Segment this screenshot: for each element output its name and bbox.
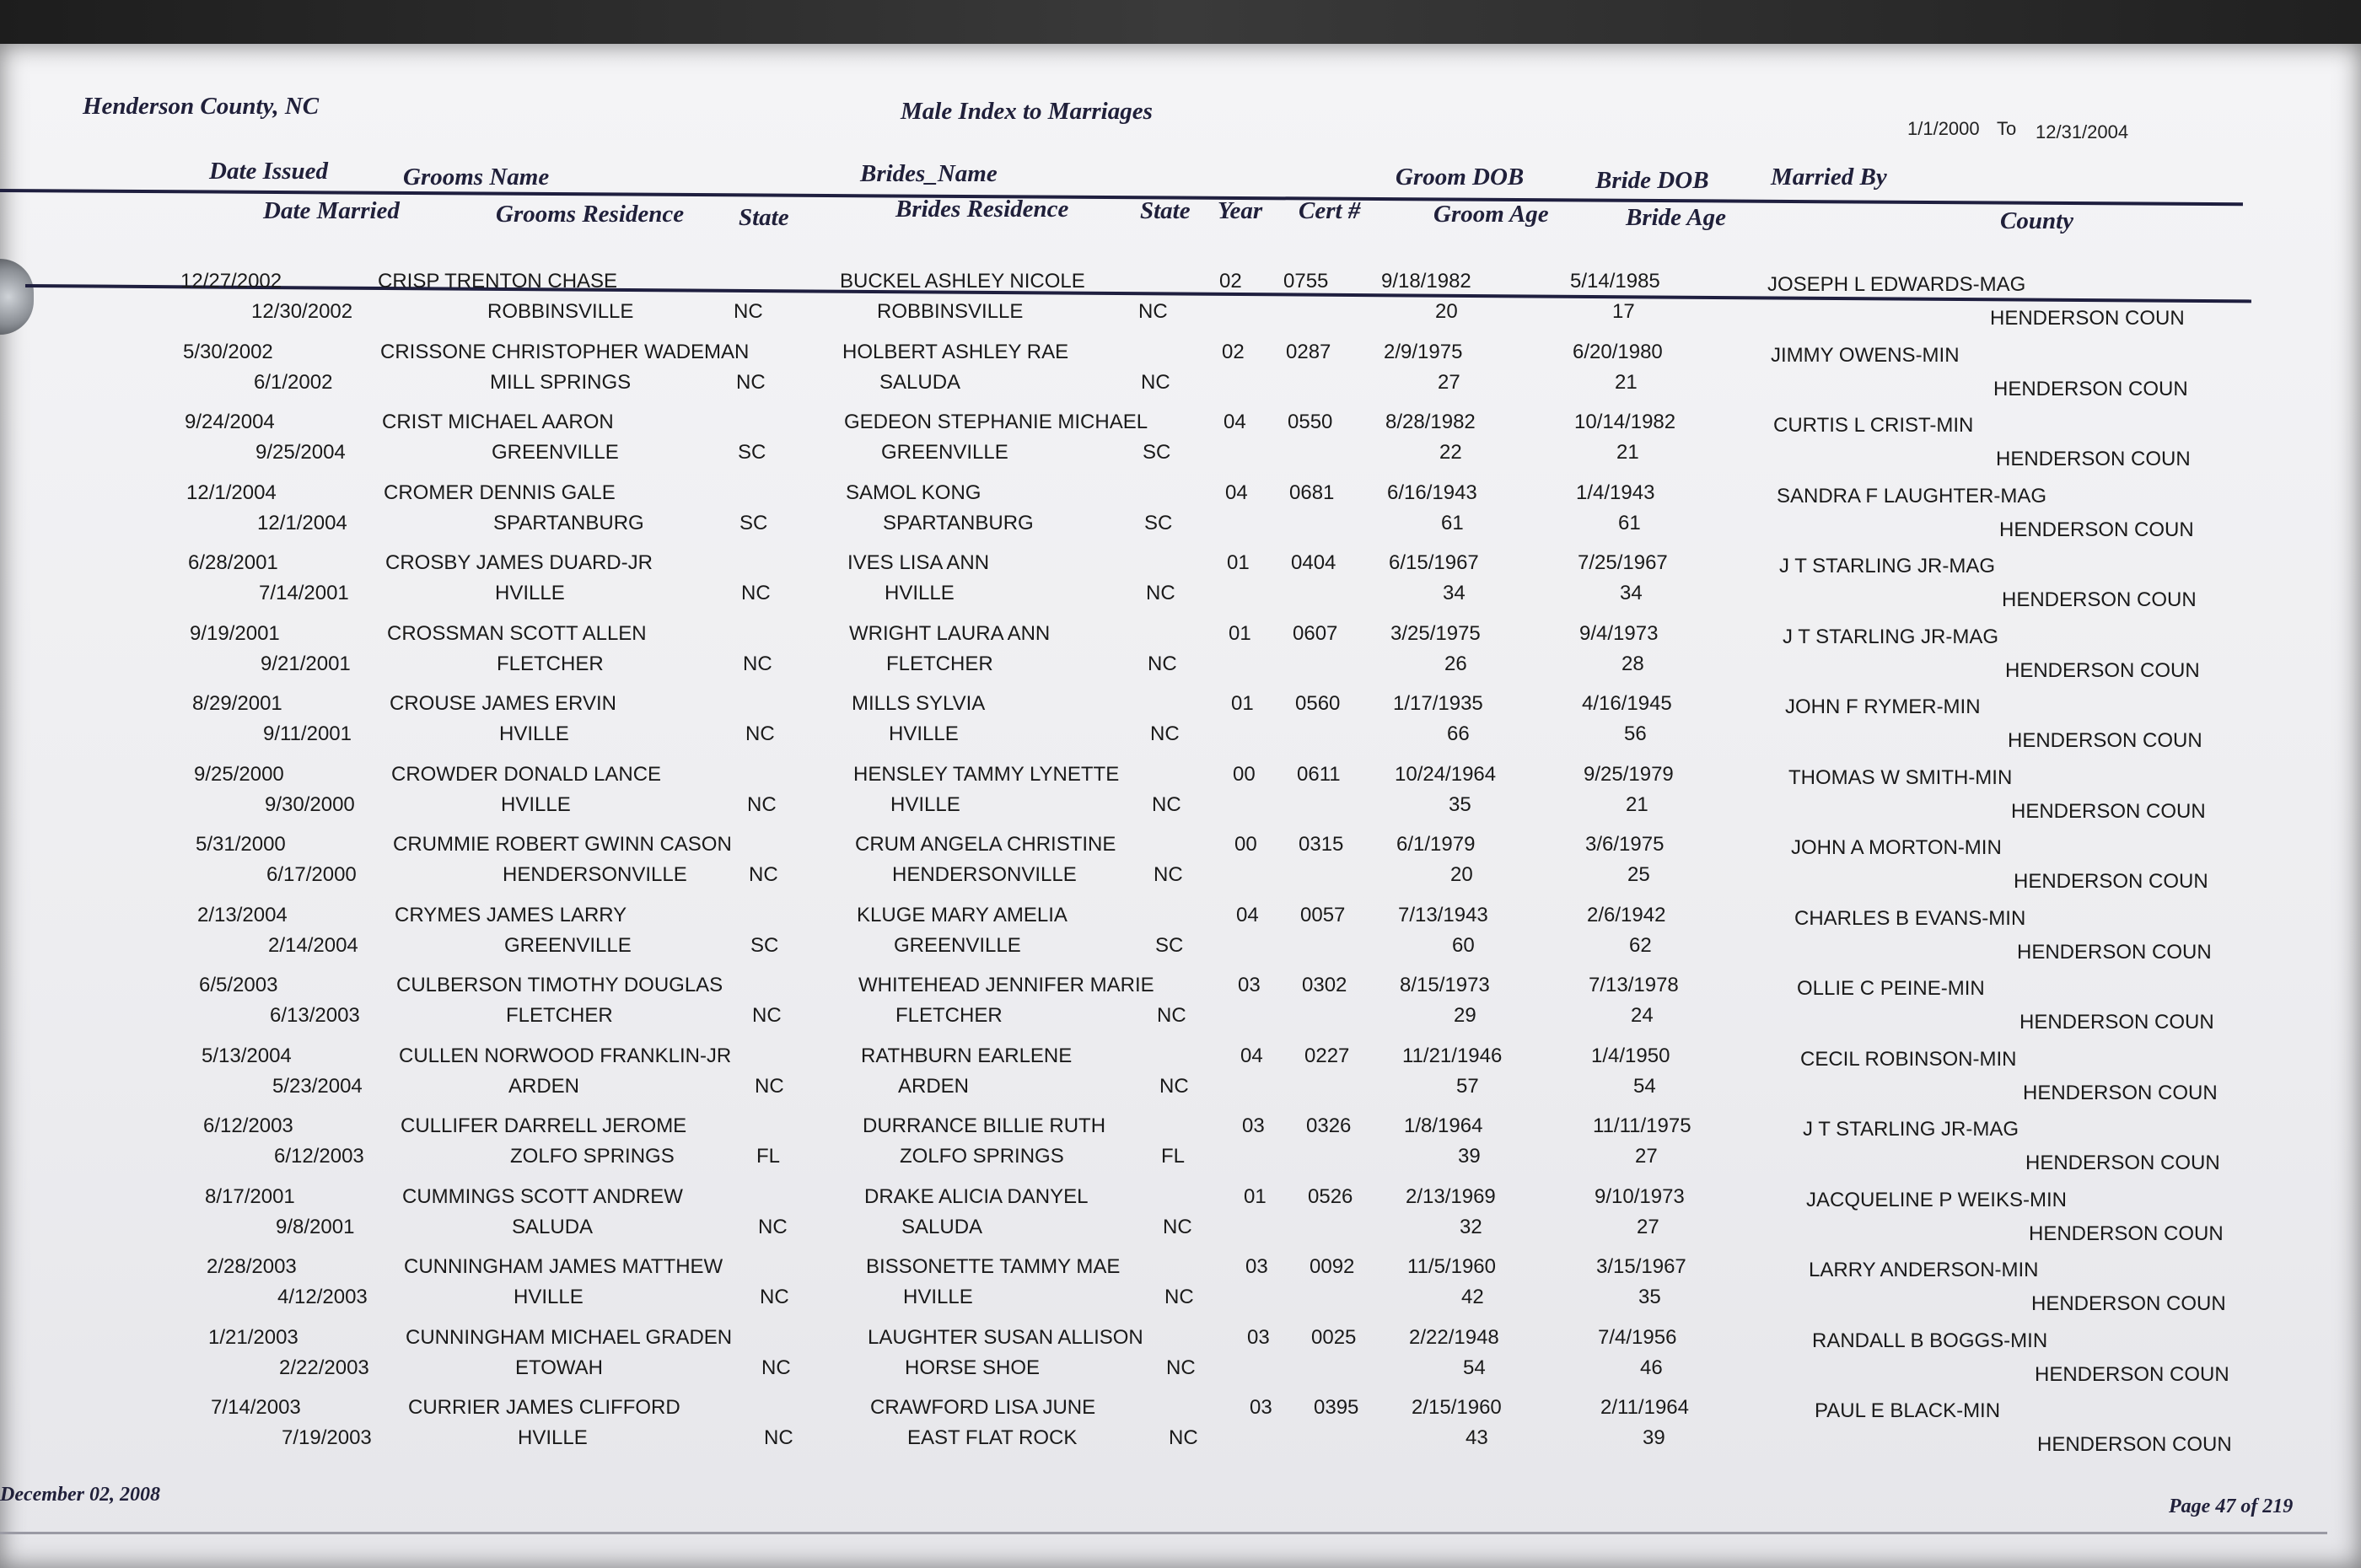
bride-residence: ZOLFO SPRINGS [900, 1145, 1064, 1168]
groom-age: 60 [1452, 933, 1475, 957]
date-married: 12/30/2002 [251, 300, 353, 323]
date-issued: 6/5/2003 [199, 974, 278, 996]
county: HENDERSON COUN [2029, 1222, 2224, 1245]
col-state-bride: State [1140, 197, 1191, 224]
date-issued: 6/12/2003 [203, 1114, 293, 1137]
date-issued: 8/17/2001 [205, 1184, 295, 1208]
date-issued: 7/14/2003 [211, 1396, 301, 1419]
cert-number: 0395 [1314, 1396, 1359, 1419]
groom-name: CUMMINGS SCOTT ANDREW [402, 1184, 683, 1208]
date-issued: 9/19/2001 [190, 621, 280, 645]
bride-name: WRIGHT LAURA ANN [849, 621, 1051, 645]
groom-age: 57 [1456, 1074, 1479, 1098]
bride-residence: SALUDA [901, 1215, 983, 1238]
groom-age: 43 [1466, 1426, 1488, 1449]
date-range-to-label: To [1997, 118, 2017, 139]
date-issued: 6/28/2001 [188, 551, 278, 574]
groom-state: NC [760, 1286, 789, 1308]
bride-age: 27 [1635, 1145, 1658, 1168]
date-married: 2/22/2003 [279, 1356, 369, 1379]
groom-name: CULBERSON TIMOTHY DOUGLAS [396, 974, 723, 996]
bride-dob: 4/16/1945 [1582, 692, 1672, 715]
document-page [0, 44, 2361, 1568]
bride-age: 62 [1629, 933, 1652, 957]
year: 01 [1231, 692, 1254, 715]
county: HENDERSON COUN [2037, 1433, 2232, 1456]
col-year: Year [1218, 197, 1263, 224]
groom-dob: 7/13/1943 [1398, 903, 1488, 926]
bride-dob: 3/15/1967 [1596, 1255, 1686, 1278]
date-married: 7/14/2001 [259, 582, 349, 604]
groom-residence: ROBBINSVILLE [487, 300, 634, 323]
groom-name: CRISSONE CHRISTOPHER WADEMAN [380, 340, 750, 363]
groom-residence: HENDERSONVILLE [503, 863, 687, 886]
groom-state: NC [743, 652, 772, 675]
date-married: 12/1/2004 [257, 511, 347, 534]
bride-residence: ARDEN [898, 1074, 970, 1098]
date-issued: 8/29/2001 [192, 692, 282, 715]
groom-age: 66 [1447, 722, 1470, 745]
bride-residence: SALUDA [879, 370, 961, 394]
col-date-married: Date Married [263, 197, 400, 224]
bride-age: 39 [1643, 1426, 1665, 1449]
bride-dob: 9/10/1973 [1595, 1184, 1685, 1208]
bride-name: DURRANCE BILLIE RUTH [863, 1114, 1106, 1137]
groom-residence: ZOLFO SPRINGS [510, 1145, 675, 1168]
year: 03 [1247, 1325, 1270, 1349]
groom-name: CROSBY JAMES DUARD-JR [385, 551, 653, 574]
groom-state: NC [758, 1215, 788, 1238]
groom-dob: 6/15/1967 [1389, 551, 1479, 574]
groom-residence: FLETCHER [497, 652, 604, 675]
cert-number: 0607 [1293, 621, 1338, 645]
bride-name: GEDEON STEPHANIE MICHAEL [844, 411, 1148, 433]
date-married: 6/17/2000 [266, 863, 357, 886]
groom-name: CRIST MICHAEL AARON [382, 411, 614, 433]
date-range-from: 1/1/2000 [1907, 118, 1980, 139]
bride-state: NC [1141, 370, 1170, 394]
bride-dob: 9/4/1973 [1579, 621, 1659, 645]
bride-name: CRUM ANGELA CHRISTINE [855, 833, 1116, 856]
married-by: J T STARLING JR-MAG [1803, 1118, 2019, 1141]
groom-state: SC [738, 441, 766, 464]
date-married: 4/12/2003 [277, 1286, 368, 1308]
cert-number: 0287 [1286, 340, 1331, 363]
bride-dob: 7/13/1978 [1589, 974, 1679, 996]
groom-name: CRISP TRENTON CHASE [378, 270, 618, 293]
bride-age: 24 [1631, 1004, 1654, 1027]
bride-name: IVES LISA ANN [847, 551, 990, 574]
date-issued: 1/21/2003 [208, 1325, 298, 1349]
groom-age: 39 [1458, 1145, 1481, 1168]
groom-residence: HVILLE [501, 792, 571, 816]
col-county: County [2000, 207, 2074, 234]
col-grooms-name: Grooms Name [403, 164, 550, 191]
bride-name: RATHBURN EARLENE [861, 1044, 1073, 1067]
groom-state: SC [750, 933, 779, 957]
col-brides-name: Brides_Name [860, 160, 998, 187]
county: HENDERSON COUN [2017, 940, 2212, 964]
bride-state: NC [1159, 1074, 1189, 1098]
bride-state: NC [1154, 863, 1183, 886]
county-heading: Henderson County, NC [83, 93, 320, 120]
bride-residence: HENDERSONVILLE [892, 863, 1077, 886]
bride-state: NC [1157, 1004, 1186, 1027]
bride-dob: 2/6/1942 [1587, 903, 1666, 926]
groom-age: 29 [1454, 1004, 1476, 1027]
footer-rule [0, 1532, 2327, 1534]
year: 03 [1245, 1255, 1268, 1278]
date-issued: 2/13/2004 [197, 903, 288, 926]
groom-state: NC [747, 792, 777, 816]
year: 01 [1229, 621, 1251, 645]
year: 00 [1234, 833, 1257, 856]
groom-dob: 1/17/1935 [1393, 692, 1483, 715]
date-married: 2/14/2004 [268, 933, 358, 957]
groom-dob: 2/13/1969 [1406, 1184, 1496, 1208]
year: 04 [1225, 481, 1248, 504]
bride-age: 61 [1618, 511, 1641, 534]
groom-state: SC [739, 511, 768, 534]
bride-dob: 1/4/1950 [1591, 1044, 1670, 1067]
groom-name: CROUSE JAMES ERVIN [390, 692, 616, 715]
groom-dob: 2/9/1975 [1384, 340, 1463, 363]
groom-age: 32 [1460, 1215, 1482, 1238]
groom-state: NC [736, 370, 766, 394]
date-married: 9/8/2001 [276, 1215, 355, 1238]
groom-dob: 3/25/1975 [1390, 621, 1481, 645]
married-by: JOSEPH L EDWARDS-MAG [1767, 273, 2026, 296]
col-bride-dob: Bride DOB [1595, 167, 1709, 194]
bride-age: 25 [1627, 863, 1650, 886]
groom-dob: 2/22/1948 [1409, 1325, 1499, 1349]
groom-state: NC [741, 582, 771, 604]
bride-dob: 1/4/1943 [1576, 481, 1655, 504]
county: HENDERSON COUN [1990, 307, 2185, 330]
groom-residence: MILL SPRINGS [490, 370, 632, 394]
bride-name: MILLS SYLVIA [852, 692, 986, 715]
bride-name: BUCKEL ASHLEY NICOLE [840, 270, 1085, 293]
bride-residence: FLETCHER [886, 652, 993, 675]
bride-state: SC [1144, 511, 1173, 534]
bride-residence: GREENVILLE [881, 441, 1008, 464]
bride-state: NC [1146, 582, 1175, 604]
bride-dob: 5/14/1985 [1570, 270, 1660, 293]
cert-number: 0326 [1306, 1114, 1352, 1137]
married-by: CURTIS L CRIST-MIN [1773, 414, 1974, 437]
date-married: 5/23/2004 [272, 1074, 363, 1098]
county: HENDERSON COUN [2011, 799, 2206, 823]
year: 03 [1242, 1114, 1265, 1137]
bride-dob: 6/20/1980 [1573, 340, 1663, 363]
county: HENDERSON COUN [2031, 1292, 2226, 1315]
cert-number: 0755 [1283, 270, 1329, 293]
groom-dob: 1/8/1964 [1404, 1114, 1483, 1137]
county: HENDERSON COUN [2035, 1362, 2229, 1386]
groom-age: 26 [1444, 652, 1467, 675]
groom-state: NC [752, 1004, 782, 1027]
bride-residence: HVILLE [890, 792, 960, 816]
bride-dob: 11/11/1975 [1593, 1114, 1691, 1137]
bride-residence: FLETCHER [895, 1004, 1003, 1027]
bride-dob: 7/4/1956 [1598, 1325, 1677, 1349]
date-married: 9/21/2001 [261, 652, 351, 675]
groom-state: NC [745, 722, 775, 745]
bride-residence: SPARTANBURG [883, 511, 1034, 534]
bride-dob: 10/14/1982 [1574, 411, 1676, 433]
groom-residence: GREENVILLE [504, 933, 632, 957]
bride-age: 27 [1637, 1215, 1659, 1238]
married-by: J T STARLING JR-MAG [1783, 625, 1999, 648]
groom-name: CROWDER DONALD LANCE [391, 762, 662, 786]
groom-residence: HVILLE [495, 582, 565, 604]
groom-age: 34 [1443, 582, 1466, 604]
married-by: LARRY ANDERSON-MIN [1809, 1259, 2039, 1281]
year: 00 [1233, 762, 1256, 786]
cert-number: 0611 [1297, 762, 1341, 786]
county: HENDERSON COUN [1993, 377, 2188, 400]
groom-state: NC [749, 863, 778, 886]
cert-number: 0025 [1311, 1325, 1357, 1349]
groom-age: 35 [1449, 792, 1471, 816]
bride-age: 21 [1626, 792, 1648, 816]
year: 02 [1222, 340, 1245, 363]
page-title: Male Index to Marriages [901, 98, 1153, 125]
bride-state: SC [1143, 441, 1171, 464]
footer-page-number: Page 47 of 219 [2169, 1496, 2294, 1517]
groom-residence: SPARTANBURG [493, 511, 644, 534]
year: 01 [1244, 1184, 1267, 1208]
married-by: JIMMY OWENS-MIN [1771, 343, 1960, 367]
bride-residence: HVILLE [903, 1286, 973, 1308]
bride-state: NC [1148, 652, 1177, 675]
year: 03 [1238, 974, 1261, 996]
year: 01 [1227, 551, 1250, 574]
groom-residence: SALUDA [512, 1215, 594, 1238]
date-married: 9/30/2000 [265, 792, 355, 816]
bride-name: SAMOL KONG [846, 481, 982, 504]
groom-residence: GREENVILLE [492, 441, 619, 464]
married-by: PAUL E BLACK-MIN [1815, 1399, 2001, 1422]
groom-dob: 2/15/1960 [1412, 1396, 1502, 1419]
bride-dob: 9/25/1979 [1584, 762, 1674, 786]
date-married: 6/12/2003 [274, 1145, 364, 1168]
col-groom-age: Groom Age [1433, 201, 1549, 228]
county: HENDERSON COUN [2023, 1081, 2218, 1104]
bride-state: FL [1161, 1145, 1186, 1168]
county: HENDERSON COUN [2025, 1152, 2220, 1174]
date-married: 9/11/2001 [263, 722, 352, 745]
groom-state: NC [755, 1074, 784, 1098]
bride-state: SC [1155, 933, 1184, 957]
bride-age: 56 [1624, 722, 1647, 745]
cert-number: 0526 [1308, 1184, 1353, 1208]
bride-state: NC [1163, 1215, 1192, 1238]
col-brides-residence: Brides Residence [895, 196, 1069, 223]
county: HENDERSON COUN [1996, 448, 2191, 470]
groom-name: CRUMMIE ROBERT GWINN CASON [393, 833, 732, 856]
bride-name: CRAWFORD LISA JUNE [870, 1396, 1096, 1419]
year: 04 [1224, 411, 1246, 433]
cert-number: 0550 [1288, 411, 1333, 433]
col-state-groom: State [739, 204, 789, 231]
col-groom-dob: Groom DOB [1396, 164, 1525, 191]
groom-state: NC [734, 300, 763, 323]
groom-state: FL [756, 1145, 781, 1168]
groom-age: 22 [1439, 441, 1462, 464]
groom-name: CURRIER JAMES CLIFFORD [408, 1396, 680, 1419]
groom-residence: ARDEN [508, 1074, 580, 1098]
bride-dob: 7/25/1967 [1578, 551, 1668, 574]
bride-residence: GREENVILLE [894, 933, 1021, 957]
cert-number: 0404 [1291, 551, 1336, 574]
cert-number: 0092 [1310, 1255, 1355, 1278]
date-issued: 5/30/2002 [183, 340, 273, 363]
groom-dob: 6/16/1943 [1387, 481, 1477, 504]
bride-name: HENSLEY TAMMY LYNETTE [853, 762, 1120, 786]
bride-residence: ROBBINSVILLE [877, 300, 1024, 323]
bride-state: NC [1166, 1356, 1196, 1379]
county: HENDERSON COUN [2008, 729, 2202, 752]
col-date-issued: Date Issued [209, 158, 328, 185]
col-cert: Cert # [1299, 197, 1361, 224]
groom-age: 54 [1463, 1356, 1486, 1379]
groom-state: NC [764, 1426, 793, 1449]
cert-number: 0315 [1299, 833, 1344, 856]
bride-age: 46 [1640, 1356, 1663, 1379]
bride-dob: 2/11/1964 [1600, 1396, 1689, 1419]
county: HENDERSON COUN [2002, 588, 2197, 611]
date-issued: 12/1/2004 [186, 481, 277, 504]
date-range-to: 12/31/2004 [2036, 121, 2129, 142]
groom-dob: 11/5/1960 [1407, 1255, 1496, 1278]
groom-age: 20 [1450, 863, 1473, 886]
col-married-by: Married By [1771, 164, 1887, 191]
groom-residence: HVILLE [499, 722, 569, 745]
cert-number: 0302 [1302, 974, 1347, 996]
bride-residence: EAST FLAT ROCK [907, 1426, 1078, 1449]
background-top [0, 0, 2361, 51]
bride-name: HOLBERT ASHLEY RAE [842, 340, 1069, 363]
married-by: OLLIE C PEINE-MIN [1797, 977, 1985, 1000]
groom-name: CULLIFER DARRELL JEROME [401, 1114, 687, 1137]
bride-state: NC [1138, 300, 1168, 323]
groom-name: CUNNINGHAM JAMES MATTHEW [404, 1255, 723, 1278]
groom-state: NC [761, 1356, 791, 1379]
groom-residence: HVILLE [514, 1286, 584, 1308]
footer-print-date: December 02, 2008 [0, 1484, 160, 1506]
date-issued: 9/25/2000 [194, 762, 284, 786]
groom-dob: 9/18/1982 [1381, 270, 1471, 293]
bride-state: NC [1150, 722, 1180, 745]
bride-name: LAUGHTER SUSAN ALLISON [868, 1325, 1143, 1349]
groom-name: CRYMES JAMES LARRY [395, 903, 627, 926]
groom-name: CROSSMAN SCOTT ALLEN [387, 621, 647, 645]
groom-age: 61 [1441, 511, 1464, 534]
bride-name: KLUGE MARY AMELIA [857, 903, 1068, 926]
cert-number: 0227 [1304, 1044, 1350, 1067]
col-bride-age: Bride Age [1626, 204, 1726, 231]
married-by: JOHN A MORTON-MIN [1791, 836, 2002, 859]
married-by: JACQUELINE P WEIKS-MIN [1806, 1188, 2067, 1211]
groom-dob: 10/24/1964 [1395, 762, 1497, 786]
bride-name: DRAKE ALICIA DANYEL [864, 1184, 1089, 1208]
date-married: 6/13/2003 [270, 1004, 360, 1027]
groom-name: CUNNINGHAM MICHAEL GRADEN [406, 1325, 733, 1349]
date-married: 6/1/2002 [254, 370, 333, 394]
groom-age: 42 [1461, 1286, 1484, 1308]
date-issued: 5/31/2000 [196, 833, 286, 856]
bride-state: NC [1169, 1426, 1198, 1449]
bride-residence: HORSE SHOE [905, 1356, 1041, 1379]
cert-number: 0681 [1289, 481, 1335, 504]
date-married: 7/19/2003 [282, 1426, 372, 1449]
married-by: THOMAS W SMITH-MIN [1788, 765, 2013, 789]
year: 04 [1236, 903, 1259, 926]
county: HENDERSON COUN [2005, 658, 2200, 682]
cert-number: 0560 [1295, 692, 1341, 715]
bride-name: WHITEHEAD JENNIFER MARIE [858, 974, 1154, 996]
date-issued: 9/24/2004 [185, 411, 275, 433]
bride-residence: HVILLE [889, 722, 959, 745]
groom-name: CULLEN NORWOOD FRANKLIN-JR [399, 1044, 732, 1067]
binder-ring-icon [0, 259, 34, 335]
bride-age: 17 [1612, 300, 1635, 323]
married-by: RANDALL B BOGGS-MIN [1812, 1329, 2048, 1352]
bride-residence: HVILLE [885, 582, 955, 604]
groom-residence: ETOWAH [515, 1356, 604, 1379]
year: 04 [1240, 1044, 1263, 1067]
cert-number: 0057 [1300, 903, 1346, 926]
groom-residence: FLETCHER [506, 1004, 613, 1027]
groom-dob: 11/21/1946 [1402, 1044, 1503, 1067]
married-by: CHARLES B EVANS-MIN [1794, 906, 2026, 930]
bride-age: 34 [1620, 582, 1643, 604]
year: 02 [1219, 270, 1242, 293]
county: HENDERSON COUN [2014, 870, 2208, 893]
bride-age: 35 [1638, 1286, 1661, 1308]
married-by: J T STARLING JR-MAG [1779, 555, 1996, 577]
date-married: 9/25/2004 [255, 441, 346, 464]
bride-age: 21 [1616, 441, 1639, 464]
bride-age: 28 [1622, 652, 1644, 675]
married-by: JOHN F RYMER-MIN [1785, 695, 1981, 718]
groom-residence: HVILLE [518, 1426, 588, 1449]
date-issued: 5/13/2004 [202, 1044, 292, 1067]
groom-name: CROMER DENNIS GALE [384, 481, 616, 504]
date-issued: 12/27/2002 [180, 270, 282, 293]
bride-state: NC [1152, 792, 1181, 816]
bride-dob: 3/6/1975 [1585, 833, 1665, 856]
groom-dob: 8/28/1982 [1385, 411, 1476, 433]
county: HENDERSON COUN [2019, 1011, 2214, 1034]
married-by: SANDRA F LAUGHTER-MAG [1777, 484, 2047, 507]
bride-age: 54 [1633, 1074, 1656, 1098]
married-by: CECIL ROBINSON-MIN [1800, 1047, 2017, 1071]
bride-state: NC [1164, 1286, 1194, 1308]
groom-age: 27 [1438, 370, 1460, 394]
bride-name: BISSONETTE TAMMY MAE [866, 1255, 1121, 1278]
bride-age: 21 [1615, 370, 1638, 394]
groom-age: 20 [1435, 300, 1458, 323]
groom-dob: 8/15/1973 [1400, 974, 1490, 996]
date-issued: 2/28/2003 [207, 1255, 297, 1278]
groom-dob: 6/1/1979 [1396, 833, 1476, 856]
col-grooms-residence: Grooms Residence [496, 201, 685, 228]
year: 03 [1250, 1396, 1272, 1419]
county: HENDERSON COUN [1999, 518, 2194, 541]
